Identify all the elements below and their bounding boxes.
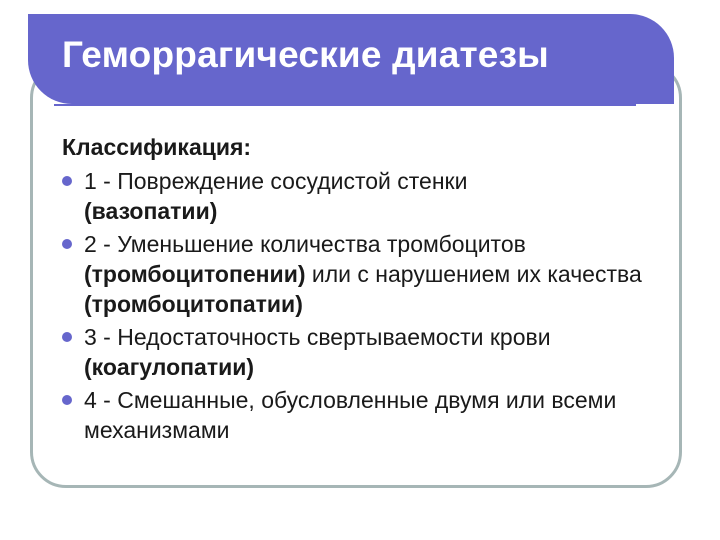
list-item (62, 166, 672, 226)
item-text: 4 - Смешанные, обусловленные двумя или всеми механизмами (84, 387, 617, 443)
item-term: (вазопатии) (84, 198, 218, 224)
slide-title: Геморрагические диатезы (62, 34, 549, 75)
item-text: 1 - Повреждение сосудистой стенки (84, 168, 468, 194)
slide-content (62, 132, 672, 448)
list-item (62, 229, 672, 319)
item-term: (коагулопатии) (84, 354, 255, 380)
bullet-dot-icon (62, 332, 72, 342)
list-item (62, 322, 672, 382)
bullet-dot-icon (62, 176, 72, 186)
item-term: (тромбоцитопении) (84, 261, 306, 287)
classification-heading: Классификация: (62, 134, 252, 160)
list-item (62, 385, 672, 445)
item-text: 3 - Недостаточность свертываемости крови (84, 324, 551, 350)
title-bar (28, 14, 674, 104)
item-term-secondary: (тромбоцитопатии) (84, 291, 303, 317)
title-divider (54, 104, 636, 106)
item-text: 2 - Уменьшение количества тромбоцитов (84, 231, 526, 257)
bullet-dot-icon (62, 395, 72, 405)
item-text-continued: или с нарушением их качества (305, 261, 642, 287)
bullet-dot-icon (62, 239, 72, 249)
